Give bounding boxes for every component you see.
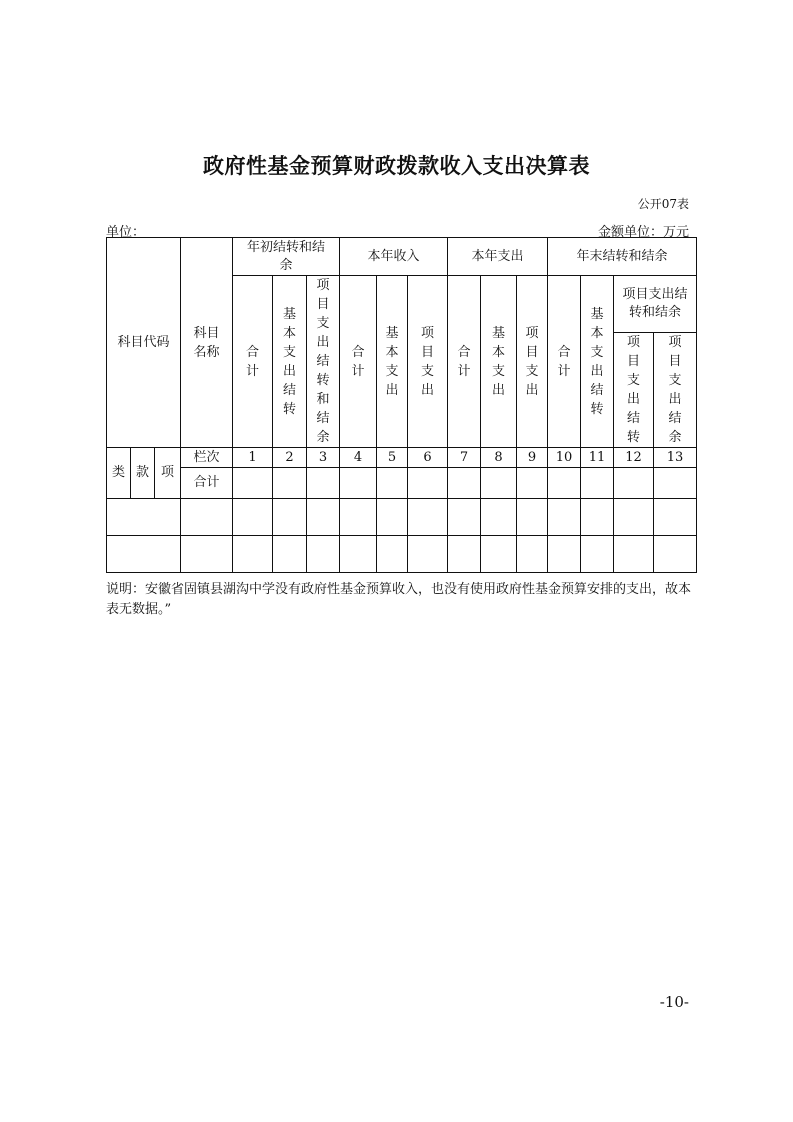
table-cell [181,536,233,573]
table-cell [614,468,654,499]
col-number: 3 [307,448,340,468]
table-cell [377,468,408,499]
col-number: 5 [377,448,408,468]
income-project-header: 项目支出 [408,276,448,448]
table-cell [340,468,377,499]
table-cell [448,499,481,536]
budget-table [106,237,697,573]
table-cell [408,536,448,573]
closing-balance-header: 年末结转和结余 [548,238,697,276]
code-kuan-header: 款 [131,448,155,499]
table-cell [548,468,581,499]
table-cell [654,536,697,573]
table-cell [408,468,448,499]
closing-project-header: 项目支出结转和结余 [614,276,697,333]
table-cell [581,499,614,536]
expense-project-header: 项目支出 [517,276,548,448]
closing-basic-header: 基本支出结转 [581,276,614,448]
table-cell [448,536,481,573]
table-cell [448,468,481,499]
form-number: 公开07表 [637,197,689,211]
opening-basic-header: 基本支出结转 [273,276,307,448]
closing-project-carry-header: 项目支出结转 [614,333,654,448]
income-total-header: 合计 [340,276,377,448]
table-cell [307,536,340,573]
col-number: 6 [408,448,448,468]
table-cell [614,499,654,536]
col-number: 13 [654,448,697,468]
col-number: 1 [233,448,273,468]
col-number: 11 [581,448,614,468]
table-cell [481,468,517,499]
page-number: -10- [659,993,689,1011]
col-number: 10 [548,448,581,468]
col-number: 7 [448,448,481,468]
col-number: 12 [614,448,654,468]
row-number-label: 栏次 [181,448,233,468]
opening-total-header: 合计 [233,276,273,448]
subject-code-header: 科目代码 [107,238,181,448]
closing-total-header: 合计 [548,276,581,448]
unit-label: 单位： [106,225,146,240]
table-cell [581,468,614,499]
table-row [107,536,697,573]
table-cell [581,536,614,573]
table-cell [654,499,697,536]
table-cell [517,468,548,499]
table-cell [377,536,408,573]
income-basic-header: 基本支出 [377,276,408,448]
table-cell [340,536,377,573]
expense-basic-header: 基本支出 [481,276,517,448]
table-cell [273,468,307,499]
expense-total-header: 合计 [448,276,481,448]
page-title: 政府性基金预算财政拨款收入支出决算表 [203,154,590,178]
table-row [107,499,697,536]
table-cell [107,499,181,536]
table-cell [377,499,408,536]
total-row-label: 合计 [181,468,233,499]
table-cell [481,536,517,573]
table-cell [273,536,307,573]
col-number: 4 [340,448,377,468]
annual-expense-header: 本年支出 [448,238,548,276]
table-cell [181,499,233,536]
opening-project-header: 项目支出结转和结余 [307,276,340,448]
table-cell [408,499,448,536]
table-cell [517,536,548,573]
col-number: 9 [517,448,548,468]
annual-income-header: 本年收入 [340,238,448,276]
table-cell [548,499,581,536]
code-lei-header: 类 [107,448,131,499]
subject-name-header: 科目名称 [181,238,233,448]
table-cell [233,499,273,536]
table-cell [233,536,273,573]
opening-balance-header: 年初结转和结余 [233,238,340,276]
table-cell [654,468,697,499]
table-cell [107,536,181,573]
code-xiang-header: 项 [155,448,181,499]
amount-unit-label: 金额单位：万元 [597,225,689,240]
table-cell [340,499,377,536]
table-cell [273,499,307,536]
table-cell [548,536,581,573]
table-cell [614,536,654,573]
col-number: 2 [273,448,307,468]
table-cell [233,468,273,499]
table-cell [307,468,340,499]
closing-project-balance-header: 项目支出结余 [654,333,697,448]
explanation-note: 说明：安徽省固镇县湖沟中学没有政府性基金预算收入，也没有使用政府性基金预算安排的支出，故本表无数据。” [106,582,692,617]
table-cell [517,499,548,536]
table-cell [481,499,517,536]
col-number: 8 [481,448,517,468]
table-cell [307,499,340,536]
